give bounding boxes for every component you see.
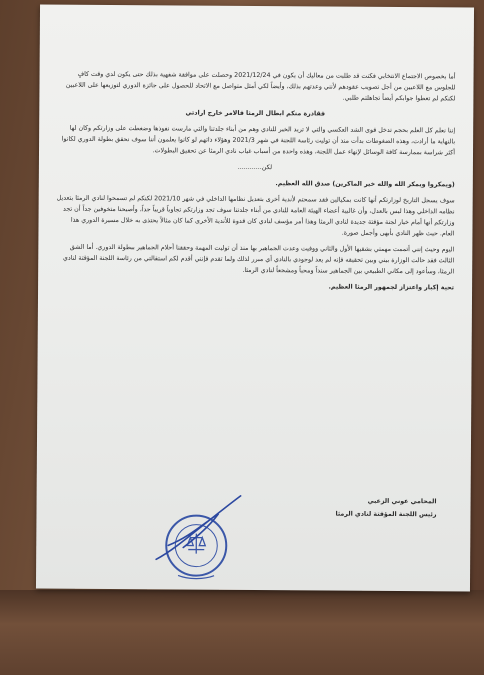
closing-salutation: تحية إكبار واعتزاز لجمهور الرمثا العظيم. — [328, 283, 455, 292]
official-stamp-with-signature — [148, 487, 245, 584]
quran-verse: (ويمكروا ويمكر الله والله خير الماكرين) صدق الله العظيم. — [275, 180, 455, 189]
paragraph-resignation: اليوم وحيث إنني أتممت مهمتي بشقيها الأول والثاني ووفيت وعدت الجماهير بها منذ أن توليت المهمة وحققنا أحلام الجماهير ببطولة الدوري. أما الشق الثالث فقد حالت الوزارة بيني وبين تحقيقه فإنه لم يعد لوجودي بالنادي أي مبرر لذلك ولما تقدم فإنني أقدم لكم استقالتي من رئاسة اللجنة المؤقتة لنادي الرمثا، وسأعود إلى مكاني الطبيعي بين الجماهير سنداً ومحباً ومشجعاً لنادي الرمثا. — [62, 243, 455, 276]
table-edge — [0, 590, 484, 675]
paragraph-ministry-history: سوف يسجل التاريخ لوزارتكم أنها كانت بمكيالين فقد سمحتم لأندية أخرى بتعديل نظامها الداخلي في شهر 2021/10 لكنكم لم تسمحوا لنادي الرمثا بتعديل نظامه الداخلي وهذا ليس بالعدل، وأن غالبية أعضاء الهيئة العامة للنادي من أبناء جلدتنا سوف تجد وزارتكم تجاوباً قريباً جداً، وأصبحنا متخوفين جداً أن تجد وزارتكم أنها أمام خيار لجنة مؤقتة جديدة لنادي الرمثا وهذا أمر مؤسف لنادي كان قدوة للأندية الأخرى كما كان مثالاً يحتذى به خلال مسيرة الدوري هذا العام. حيث ظهر النادي بأبهى وأجمل صورة. — [56, 194, 455, 238]
signature-block — [316, 494, 436, 521]
letter-paper — [36, 4, 474, 591]
letter-body — [54, 69, 456, 299]
paragraph-election-meeting: أما بخصوص الاجتماع الانتخابي فكنت قد طلبت من معاليك أن يكون في 2021/12/24 وحصلت على موافقة شفهية بذلك حتى يكون لدي وقت كافٍ للجلوس مع اللاعبين من أجل تصويب عقودهم لأنني وعدتهم بذلك، وأيضاً لكي أمثل متواصل مع الاتحاد للحصول على جائزة الدوري لتوزيعها على اللاعبين لكنكم لم تعطوا جوابكم أيضاً تجاهلتم طلبي. — [65, 70, 456, 103]
signatory-title: رئيس اللجنة المؤقتة لنادي الرمثا — [335, 510, 437, 519]
paragraph-pressure: إننا نعلم كل العلم بحجم تدخل قوى الشد العكسي والتي لا تريد الخير للنادي وهم من أبناء جلدتنا والتي مارست نفوذها وضغطت على وزارتكم وكان لها بالنهاية ما أرادت، وهذه الضغوطات بدأت منذ أن توليت رئاسة اللجنة في شهر 2021/3 وهؤلاء ذاتهم لو كانوا يعلمون أننا سوف نحقق بطولة الدوري لكانوا أكثر شراسة بممارسة كافة الوسائل لإنهاء عمل اللجنة، وهذه واحدة من أسباب غياب نادي الرمثا عن تحقيق البطولات. — [61, 124, 456, 157]
apology-heading: فقادرة منكم ابطال الرمثا قالامر خارج ارادتي — [185, 109, 326, 118]
but-line: لكن............ — [237, 163, 273, 172]
signatory-name: المحامي عوني الزعبي — [367, 497, 437, 506]
